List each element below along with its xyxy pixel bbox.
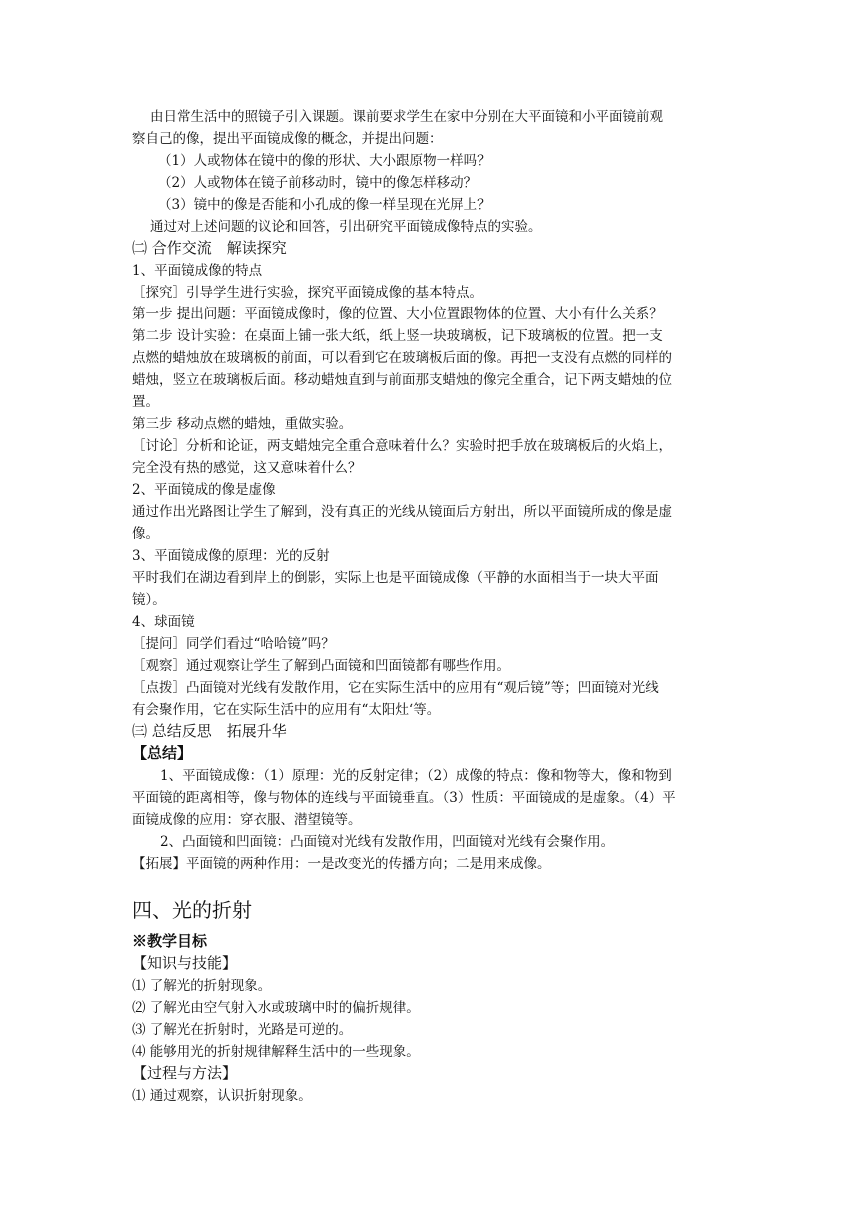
paragraph-line: 有会聚作用，它在实际生活中的应用有“太阳灶‘等。 [132,702,441,718]
paragraph-line: 【拓展】平面镜的两种作用：一是改变光的传播方向；二是用来成像。 [132,856,551,872]
list-item: ⑴ 了解光的折射现象。 [132,978,272,994]
paragraph-line: ［讨论］分析和论证，两支蜡烛完全重合意味着什么？实验时把手放在玻璃板后的火焰上， [132,438,672,454]
objectives-subheading: 【过程与方法】 [132,1064,238,1082]
paragraph-line: 像。 [132,526,159,542]
paragraph-line: 点燃的蜡烛放在玻璃板的前面，可以看到它在玻璃板后面的像。再把一支没有点燃的同样的 [132,350,672,366]
objectives-heading: ※教学目标 [132,932,208,950]
paragraph-line: ［观察］通过观察让学生了解到凸面镜和凹面镜都有哪些作用。 [132,658,510,674]
section-heading: ㈢ 总结反思 拓展升华 [132,722,287,740]
paragraph-line: 镜）。 [132,592,166,608]
paragraph-line: 通过对上述问题的议论和回答，引出研究平面镜成像特点的实验。 [150,219,542,235]
subsection-heading: 4、球面镜 [132,614,195,630]
subsection-heading: 2、平面镜成的像是虚像 [132,482,276,498]
paragraph-line: 察自己的像，提出平面镜成像的概念，并提出问题： [132,131,443,147]
paragraph-line: ［提问］同学们看过“哈哈镜”吗？ [132,636,335,652]
paragraph-line: 平面镜的距离相等，像与物体的连线与平面镜垂直。（3）性质：平面镜成的是虚象。（4）平 [132,790,676,806]
paragraph-line: 蜡烛，竖立在玻璃板后面。移动蜡烛直到与前面那支蜡烛的像完全重合，记下两支蜡烛的位 [132,372,672,388]
list-item: ⑴ 通过观察，认识折射现象。 [132,1088,312,1104]
chapter-title: 四、光的折射 [132,898,252,922]
question-item: （2）人或物体在镜子前移动时，镜中的像怎样移动？ [158,175,478,191]
paragraph-line: ［点拨］凸面镜对光线有发散作用，它在实际生活中的应用有“观后镜”等；凹面镜对光线 [132,680,659,696]
paragraph-line: 1、平面镜成像：（1）原理：光的反射定律；（2）成像的特点：像和物等大，像和物到 [160,768,672,784]
paragraph-line: 第一步 提出问题：平面镜成像时，像的位置、大小位置跟物体的位置、大小有什么关系？ [132,306,663,322]
paragraph-line: 通过作出光路图让学生了解到，没有真正的光线从镜面后方射出，所以平面镜所成的像是虚 [132,504,672,520]
subsection-heading: 3、平面镜成像的原理：光的反射 [132,548,330,564]
subsection-heading: 1、平面镜成像的特点 [132,263,263,279]
paragraph-line: 由日常生活中的照镜子引入课题。课前要求学生在家中分别在大平面镜和小平面镜前观 [150,109,663,125]
paragraph-line: 第二步 设计实验：在桌面上铺一张大纸，纸上竖一块玻璃板，记下玻璃板的位置。把一支 [132,328,663,344]
paragraph-line: ［探究］引导学生进行实验，探究平面镜成像的基本特点。 [132,285,483,301]
question-item: （3）镜中的像是否能和小孔成的像一样呈现在光屏上？ [158,197,491,213]
list-item: ⑷ 能够用光的折射规律解释生活中的一些现象。 [132,1044,420,1060]
paragraph-line: 面镜成像的应用：穿衣服、潜望镜等。 [132,812,362,828]
objectives-subheading: 【知识与技能】 [132,954,238,972]
section-heading: ㈡ 合作交流 解读探究 [132,239,287,257]
paragraph-line: 完全没有热的感觉，这又意味着什么？ [132,460,362,476]
paragraph-line: 2、凸面镜和凹面镜：凸面镜对光线有发散作用，凹面镜对光线有会聚作用。 [160,834,615,850]
paragraph-line: 平时我们在湖边看到岸上的倒影，实际上也是平面镜成像（平静的水面相当于一块大平面 [132,570,659,586]
paragraph-line: 置。 [132,394,159,410]
summary-label: 【总结】 [132,744,193,762]
paragraph-line: 第三步 移动点燃的蜡烛，重做实验。 [132,416,353,432]
list-item: ⑶ 了解光在折射时，光路是可逆的。 [132,1022,353,1038]
list-item: ⑵ 了解光由空气射入水或玻璃中时的偏折规律。 [132,1000,420,1016]
question-item: （1）人或物体在镜中的像的形状、大小跟原物一样吗？ [158,153,491,169]
